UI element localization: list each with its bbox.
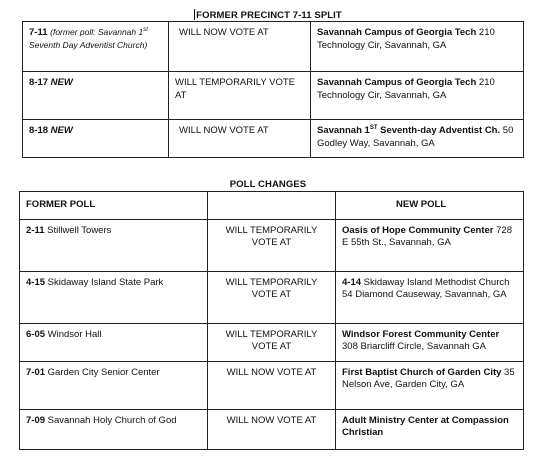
new-poll-cell: Oasis of Hope Community Center 728 E 55th St., Savannah, GA [336,219,524,271]
new-poll-cell: Adult Ministry Center at Compassion Christian [336,409,524,449]
former-poll-cell: 4-15 Skidaway Island State Park [20,271,208,323]
action-cell: WILL TEMPORARILY VOTE AT [169,72,311,120]
action-header [208,192,336,220]
table-row [20,271,524,323]
action-cell: WILL NOW VOTE AT [169,22,311,72]
action-cell: WILL NOW VOTE AT [208,361,336,409]
table-row [20,323,524,361]
poll-changes-heading: POLL CHANGES [229,179,307,190]
location-cell: Savannah Campus of Georgia Tech 210 Technology Cir, Savannah, GA [311,72,524,120]
action-cell: WILL NOW VOTE AT [169,120,311,158]
table-header-row [20,192,524,220]
former-poll-cell: 6-05 Windsor Hall [20,323,208,361]
split-table [22,21,524,158]
new-poll-cell: Windsor Forest Community Center 308 Briarcliff Circle, Savannah GA [336,323,524,361]
split-heading: FORMER PRECINCT 7-11 SPLIT [196,10,342,21]
action-cell: WILL TEMPORARILY VOTE AT [208,323,336,361]
action-cell: WILL NOW VOTE AT [208,409,336,449]
former-poll-cell: 2-11 Stillwell Towers [20,219,208,271]
location-cell: Savannah Campus of Georgia Tech 210 Technology Cir, Savannah, GA [311,22,524,72]
new-poll-cell: First Baptist Church of Garden City 35 Nelson Ave, Garden City, GA [336,361,524,409]
poll-changes-table [19,191,524,450]
table-row [23,22,524,72]
location-cell: Savannah 1ST Seventh-day Adventist Ch. 50 Godley Way, Savannah, GA [311,120,524,158]
action-cell: WILL TEMPORARILY VOTE AT [208,271,336,323]
former-poll-header: FORMER POLL [20,192,208,220]
table-row [20,219,524,271]
new-poll-cell: 4-14 Skidaway Island Methodist Church 54 Diamond Causeway, Savannah, GA [336,271,524,323]
table-row [20,409,524,449]
precinct-cell: 8-18 NEW [23,120,169,158]
action-cell: WILL TEMPORARILY VOTE AT [208,219,336,271]
precinct-cell: 7-11 (former poll: Savannah 1st Seventh Day Adventist Church) [23,22,169,72]
table-row [23,120,524,158]
table-row [23,72,524,120]
former-poll-cell: 7-09 Savannah Holy Church of God [20,409,208,449]
table-row [20,361,524,409]
precinct-note: (former poll: Savannah 1st Seventh Day Adventist Church) [29,27,148,50]
new-poll-header: NEW POLL [336,192,524,220]
precinct-cell: 8-17 NEW [23,72,169,120]
former-poll-cell: 7-01 Garden City Senior Center [20,361,208,409]
